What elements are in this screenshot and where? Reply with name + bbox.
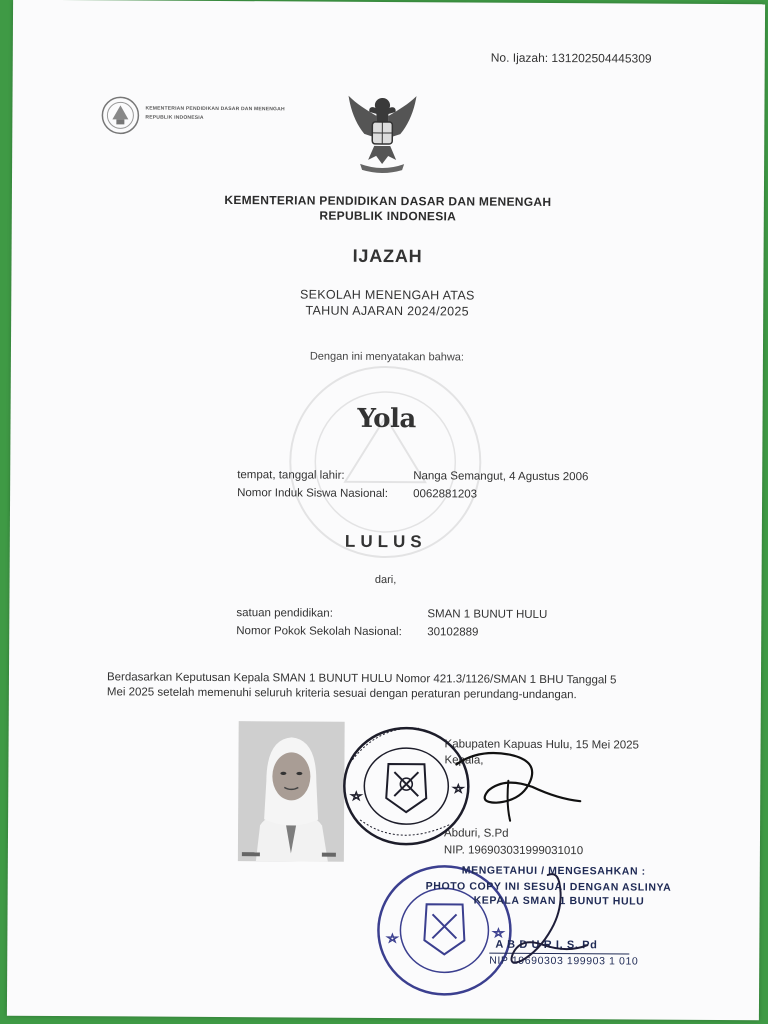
signature-place-date: Kabupaten Kapuas Hulu, 15 Mei 2025: [444, 738, 639, 752]
decision-statement: [107, 670, 667, 703]
birth-label: tempat, tanggal lahir:: [237, 469, 345, 482]
ministry-line2: REPUBLIK INDONESIA: [319, 208, 457, 224]
ministry-line1: KEMENTERIAN PENDIDIKAN DASAR DAN MENENGAH: [224, 193, 552, 210]
legalization-name: A B D U R I, S. Pd: [495, 938, 598, 952]
nisn-label: Nomor Induk Siswa Nasional:: [237, 487, 388, 501]
garuda-emblem-icon: [342, 92, 423, 176]
document-title: IJAZAH: [352, 245, 423, 267]
legalization-nip: NIP 19690303 199903 1 010: [489, 954, 639, 968]
ijazah-number: No. Ijazah: 131202504445309: [490, 50, 652, 66]
tut-wuri-handayani-logo-icon: [100, 95, 140, 135]
signature-name: Abduri, S.Pd: [443, 827, 509, 840]
school-unit-label: satuan pendidikan:: [236, 607, 333, 620]
legalization-line1: MENGETAHUI / MENGESAHKAN :: [461, 864, 646, 878]
school-level-line1: SEKOLAH MENENGAH ATAS: [299, 287, 475, 303]
signature-role: Kepala,: [444, 754, 484, 767]
student-portrait-icon: [238, 721, 345, 862]
from-label: dari,: [374, 573, 397, 587]
legalization-line3: KEPALA SMAN 1 BUNUT HULU: [473, 894, 645, 908]
legalization-line2: PHOTO COPY INI SESUAI DENGAN ASLINYA: [425, 880, 672, 894]
school-level: [11, 285, 763, 322]
ministry-small-line1: KEMENTERIAN PENDIDIKAN DASAR DAN MENENGAH: [145, 105, 285, 113]
decision-line1: Berdasarkan Keputusan Kepala SMAN 1 BUNUT HULU Nomor 421.3/1126/SMAN 1 BHU Tanggal 5: [106, 671, 617, 687]
signature-scribble-icon: [448, 742, 588, 823]
student-name: Yola: [357, 403, 416, 435]
ministry-small-text: [145, 105, 284, 124]
birth-value: Nanga Semangut, 4 Agustus 2006: [413, 470, 589, 484]
intro-statement: Dengan ini menyatakan bahwa:: [309, 350, 465, 364]
diploma-paper: [7, 0, 765, 1020]
ministry-small-line2: REPUBLIK INDONESIA: [145, 114, 204, 121]
student-photo: [238, 721, 345, 862]
ministry-heading: [12, 192, 764, 227]
signature-nip: NIP. 196903031999031010: [443, 844, 584, 858]
school-unit-value: SMAN 1 BUNUT HULU: [427, 608, 548, 621]
legalization-signature-icon: [487, 867, 598, 988]
npsn-value: 30102889: [427, 626, 479, 639]
npsn-label: Nomor Pokok Sekolah Nasional:: [236, 625, 402, 639]
school-level-line2: TAHUN AJARAN 2024/2025: [305, 303, 469, 319]
decision-line2: Mei 2025 setelah memenuhi seluruh kriteria sesuai dengan peraturan perundang-undangan.: [106, 686, 577, 702]
graduation-status: LULUS: [344, 531, 427, 552]
nisn-value: 0062881203: [413, 488, 478, 501]
